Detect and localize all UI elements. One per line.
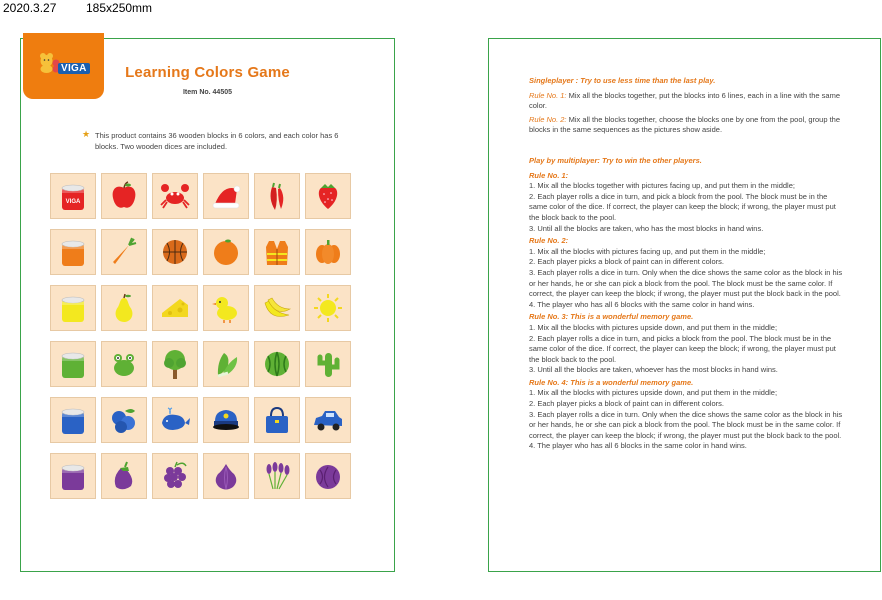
vest-icon [260, 235, 294, 269]
police-hat-icon [209, 403, 243, 437]
cabbage-icon [311, 459, 345, 493]
singleplayer-section [529, 76, 845, 136]
color-block [101, 229, 147, 275]
star-icon: ★ [82, 129, 91, 139]
color-block [203, 229, 249, 275]
color-block [305, 341, 351, 387]
basketball-icon [158, 235, 192, 269]
multiplayer-section [529, 156, 845, 452]
multi-rule-2-line: 1. Mix all the blocks with pictures facing up, and put them in the middle; [529, 246, 766, 256]
color-block [305, 397, 351, 443]
multi-rule-1-line: 1. Mix all the blocks together with pictures facing up, and put them in the middle; [529, 181, 795, 191]
lavender-icon [260, 459, 294, 493]
handbag-icon [260, 403, 294, 437]
multi-rule-4-line: 2. Each player picks a block of paint can in different colors. [529, 399, 724, 409]
color-block [50, 453, 96, 499]
multi-rule-3-label: Rule No. 3: This is a wonderful memory game. [529, 312, 694, 322]
page-title: Learning Colors Game [125, 64, 290, 81]
color-block [254, 173, 300, 219]
single-rule-2-text: Mix all the blocks together, choose the blocks one by one from the pool, group the blocks in the same sequences as the pictures show aside. [529, 114, 841, 135]
single-rule-2 [529, 115, 845, 136]
blueberry-icon [107, 403, 141, 437]
multi-rule-4-line: 4. The player who has all 6 blocks in the same color in hand wins. [529, 441, 747, 451]
color-block [152, 397, 198, 443]
left-page [20, 38, 395, 572]
multi-rule-1-label: Rule No. 1: [529, 170, 569, 180]
color-block [203, 453, 249, 499]
banana-icon [260, 291, 294, 325]
grapes-icon [158, 459, 192, 493]
color-block [152, 285, 198, 331]
color-block [152, 229, 198, 275]
intro-text [82, 129, 345, 152]
color-block-grid [50, 173, 351, 499]
color-block [101, 285, 147, 331]
color-block [50, 341, 96, 387]
car-icon [311, 403, 345, 437]
right-page [488, 38, 881, 572]
multi-rule-4-line: 3. Each player rolls a dice in turn. Only when the dice shows the same color as the block in his or her hands, he or she can pick a block from the pool. The block must be in the same color. If correct, the player can keep the block; if wrong, the player must put the block back to the pool. [529, 409, 843, 440]
color-block [305, 453, 351, 499]
color-block [203, 341, 249, 387]
paint-can-icon [56, 459, 90, 493]
single-rule-1 [529, 91, 845, 112]
multi-rule-3-line: 2. Each player rolls a dice in turn, and picks a block from the pool. The block must be in the same color of the dice. If correct, the player can keep the block; if wrong, the player must put the block back to the pool. [529, 333, 836, 364]
intro-text-content: This product contains 36 wooden blocks in 6 colors, and each color has 6 blocks. Two wooden dices are included. [95, 131, 339, 151]
logo-text: VIGA [58, 63, 90, 74]
single-rule-2-label: Rule No. 2: [529, 114, 567, 124]
frog-icon [107, 347, 141, 381]
whale-icon [158, 403, 192, 437]
paint-can-label: VIGA [65, 199, 81, 205]
multiplayer-heading: Play by multiplayer: Try to win the other players. [529, 156, 702, 165]
color-block [254, 229, 300, 275]
paint-can-icon [56, 403, 90, 437]
santa-hat-icon [209, 179, 243, 213]
color-block [305, 229, 351, 275]
color-block [50, 173, 96, 219]
color-block [101, 341, 147, 387]
carrot-icon [107, 235, 141, 269]
multi-rule-3-line: 1. Mix all the blocks with pictures upside down, and put them in the middle; [529, 322, 778, 332]
singleplayer-heading: Singleplayer : Try to use less time than the last play. [529, 76, 716, 85]
strawberry-icon [311, 179, 345, 213]
color-block [203, 397, 249, 443]
orange-icon [209, 235, 243, 269]
paint-can-icon [56, 291, 90, 325]
color-block [152, 453, 198, 499]
color-block [50, 229, 96, 275]
multi-rule-1-line: 2. Each player rolls a dice in turn, and pick a block from the pool. The block must be in the same color of the dice. If correct, the player can keep the block; if wrong, the player must put the block back to the pool. [529, 191, 836, 222]
color-block [254, 341, 300, 387]
single-rule-1-text: Mix all the blocks together, put the blocks into 6 lines, each in a line with the same color. [529, 90, 841, 111]
multi-rule-2-line: 2. Each player picks a block of paint can in different colors. [529, 257, 724, 267]
color-block [101, 397, 147, 443]
color-block [203, 173, 249, 219]
color-block [254, 285, 300, 331]
item-number: Item No. 44505 [182, 89, 233, 96]
print-size: 185x250mm [86, 1, 153, 15]
color-block [101, 453, 147, 499]
color-block [305, 173, 351, 219]
multi-rule-4-line: 1. Mix all the blocks with pictures upside down, and put them in the middle; [529, 388, 778, 398]
chili-pepper-icon [260, 179, 294, 213]
watermelon-icon [260, 347, 294, 381]
multi-rule-4-label: Rule No. 4: This is a wonderful memory game. [529, 377, 694, 387]
single-rule-1-label: Rule No. 1: [529, 90, 567, 100]
multi-rule-3-line: 3. Until all the blocks are taken, whoever has the most blocks in hand wins. [529, 365, 778, 375]
print-date: 2020.3.27 [3, 1, 57, 15]
crab-icon [158, 179, 192, 213]
cheese-icon [158, 291, 192, 325]
eggplant-icon [107, 459, 141, 493]
paint-can-icon [56, 347, 90, 381]
multi-rule-2-line: 4. The player who has all 6 blocks with the same color in hand wins. [529, 299, 755, 309]
color-block [50, 285, 96, 331]
color-block [305, 285, 351, 331]
apple-icon [107, 179, 141, 213]
multi-rule-1-line: 3. Until all the blocks are taken, who has the most blocks in hand wins. [529, 223, 764, 233]
paint-can-icon [56, 179, 90, 213]
sun-icon [311, 291, 345, 325]
color-block [254, 453, 300, 499]
onion-icon [209, 459, 243, 493]
multi-rule-2-label: Rule No. 2: [529, 236, 569, 246]
color-block [152, 173, 198, 219]
pumpkin-icon [311, 235, 345, 269]
paint-can-icon [56, 235, 90, 269]
tree-icon [158, 347, 192, 381]
color-block [152, 341, 198, 387]
color-block [101, 173, 147, 219]
pear-icon [107, 291, 141, 325]
color-block [50, 397, 96, 443]
chick-icon [209, 291, 243, 325]
multi-rule-2-line: 3. Each player rolls a dice in turn. Only when the dice shows the same color as the block in his or her hands, he or she can pick a block from the pool. The block must be the same color. If correct, the player can keep the block; if wrong, the player must put the block back in the pool. [529, 267, 843, 299]
color-block [254, 397, 300, 443]
cactus-icon [311, 347, 345, 381]
bok-choy-icon [209, 347, 243, 381]
color-block [203, 285, 249, 331]
